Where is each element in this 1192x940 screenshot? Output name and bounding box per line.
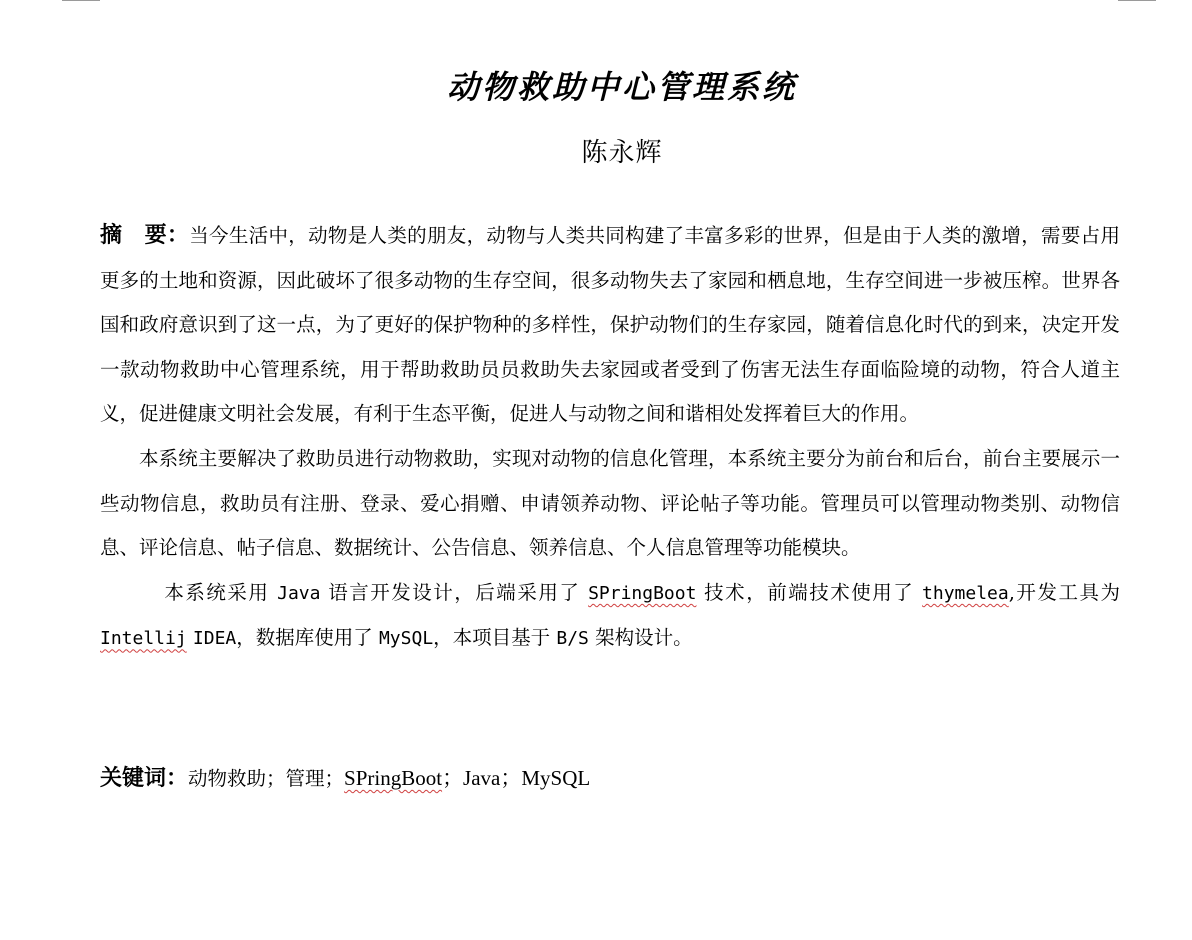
abstract-paragraph-1	[100, 214, 1120, 437]
p3-text-6: ，数据库使用了	[236, 626, 379, 650]
p3-idea: IDEA	[192, 628, 237, 650]
abstract-section	[100, 214, 1120, 662]
keywords-springboot: SPringBoot	[344, 766, 443, 790]
document-title: 动物救助中心管理系统	[446, 68, 797, 106]
abstract-paragraph-2: 本系统主要解决了救助员进行动物救助，实现对动物的信息化管理，本系统主要分为前台和后台，前台主要展示一些动物信息，救助员有注册、登录、爱心捐赠、申请领养动物、评论帖子等功能。管理员可以管理动物类别、动物信息、评论信息、帖子信息、数据统计、公告信息、领养信息、个人信息管理等功能模块。	[100, 446, 1120, 560]
abstract-paragraph-3	[100, 571, 1120, 662]
p3-intellij: Intellij	[100, 628, 187, 650]
document-author: 陈永辉	[581, 138, 663, 168]
abstract-paragraph-1-text: 当今生活中，动物是人类的朋友，动物与人类共同构建了丰富多彩的世界，但是由于人类的激增，需要占用更多的土地和资源，因此破坏了很多动物的生存空间，很多动物失去了家园和栖息地，生存空间进一步被压榨。世界各国和政府意识到了这一点，为了更好的保护物种的多样性，保护动物们的生存家园，随着信息化时代的到来，决定开发一款动物救助中心管理系统，用于帮助救助员员救助失去家园或者受到了伤害无法生存面临险境的动物，符合人道主义，促进健康文明社会发展，有利于生态平衡，促进人与动物之间和谐相处发挥着巨大的作用。	[100, 224, 1120, 426]
p3-thymeleaf: thymelea	[922, 582, 1009, 604]
keywords-line	[100, 760, 1120, 797]
keywords-part-3: ；Java；MySQL	[442, 766, 591, 790]
p3-mysql: MySQL	[378, 628, 434, 650]
abstract-label: 摘 要：	[100, 223, 190, 248]
p3-text-3: 技术，前端技术使用了	[696, 580, 923, 604]
p3-springboot: SPringBoot	[588, 582, 697, 604]
p3-text-7: ，本项目基于	[433, 626, 557, 650]
p3-text-4: ,开发工具为	[1008, 580, 1120, 604]
crop-mark-right	[1118, 0, 1156, 1]
keywords-part-1: 动物救助；管理；	[188, 767, 345, 790]
keywords-label: 关键词：	[100, 766, 189, 791]
p3-bs: B/S	[556, 628, 589, 650]
p3-java: Java	[277, 582, 321, 604]
crop-mark-left	[62, 0, 100, 1]
p3-text-1: 本系统采用	[164, 580, 278, 604]
p3-text-2: 语言开发设计，后端采用了	[320, 580, 589, 604]
p3-text-8: 架构设计。	[588, 626, 693, 650]
